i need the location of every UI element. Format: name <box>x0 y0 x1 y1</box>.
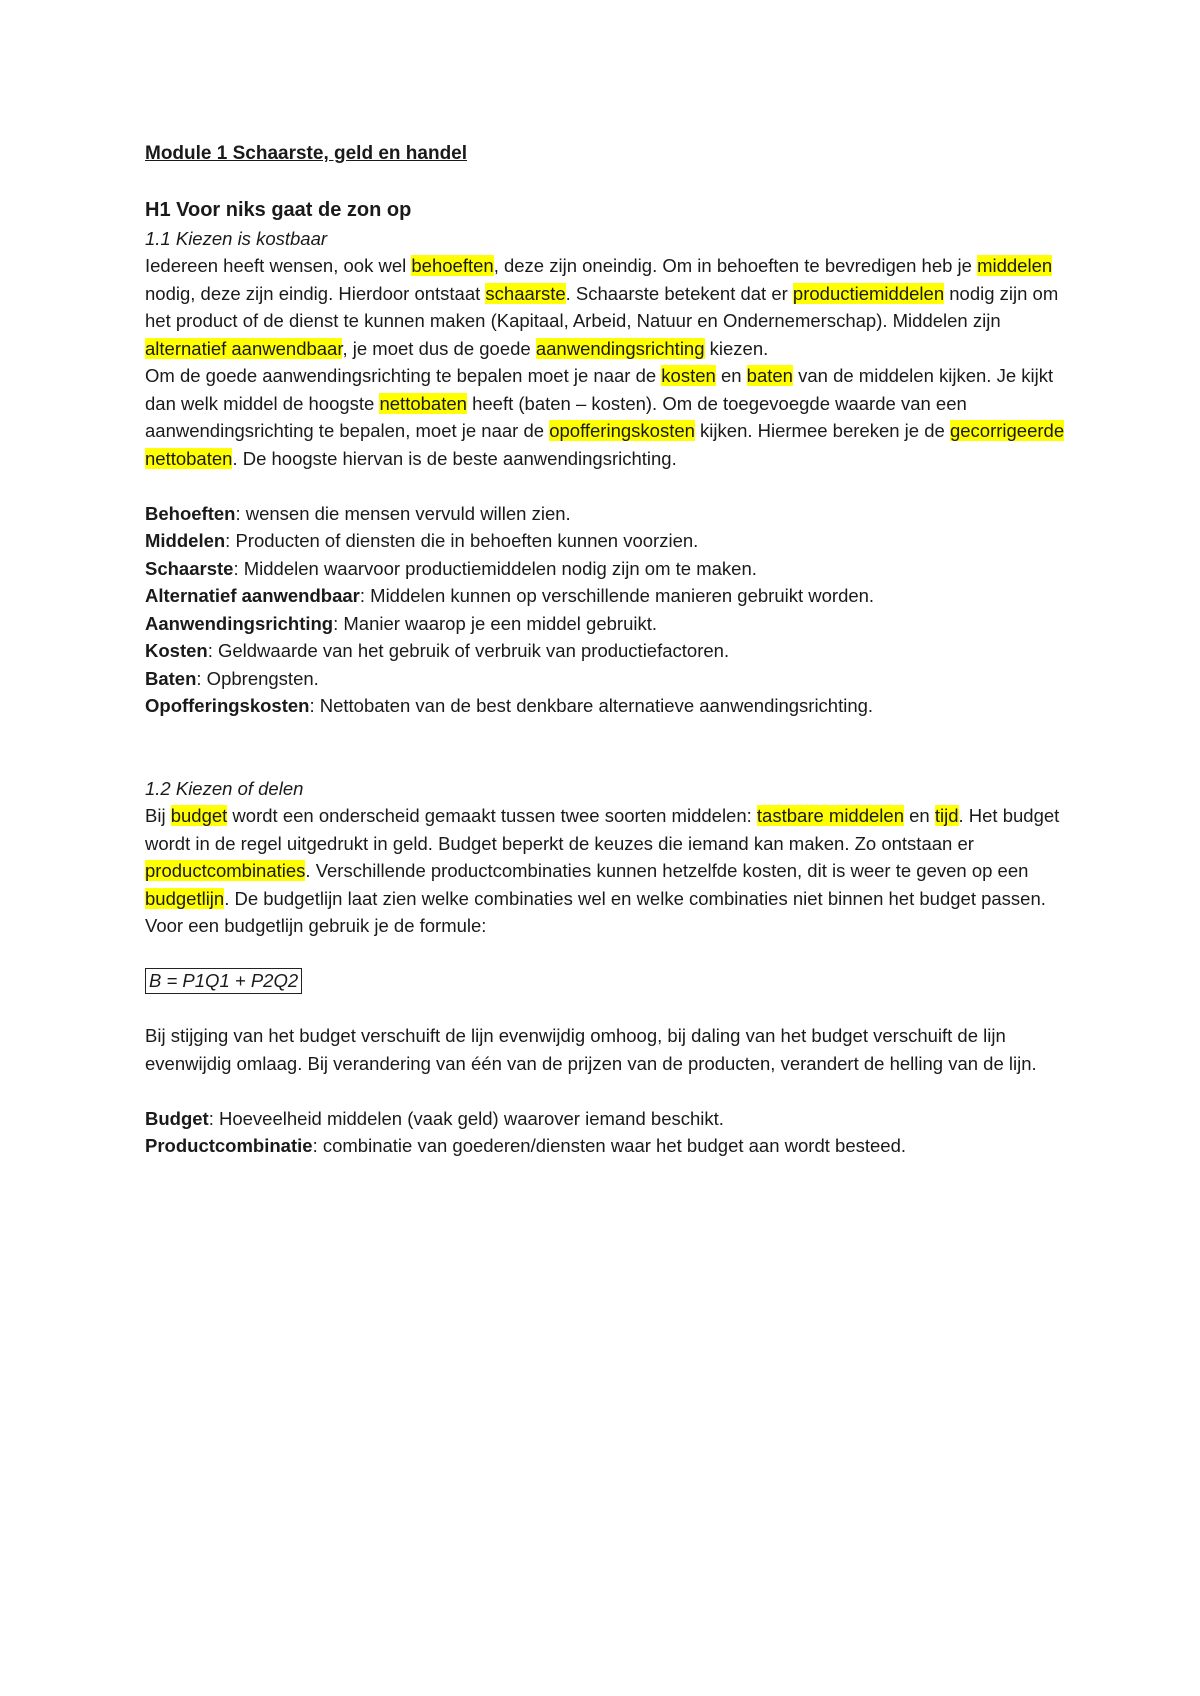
text-run: nodig zijn om het product of de dienst te kunnen maken (Kapitaal, Arbeid, Natuur en Ondernemerschap). Middelen zijn <box>145 282 1059 331</box>
paragraph-1-1-a <box>145 252 1075 362</box>
spacer <box>145 995 1075 1023</box>
definition-term: Budget <box>145 1107 209 1129</box>
highlighted-term: nettobaten <box>379 392 467 414</box>
definition-term: Schaarste <box>145 557 234 579</box>
spacer <box>145 472 1075 500</box>
definition-item <box>145 610 1075 638</box>
text-run: kijken. Hiermee bereken je de <box>694 420 950 441</box>
definition-item <box>145 582 1075 610</box>
highlighted-term: baten <box>746 365 793 386</box>
text-run: nodig, deze zijn eindig. Hierdoor ontstaat <box>145 282 486 304</box>
definition-item <box>145 555 1075 583</box>
paragraph-1-2-a <box>145 802 1075 940</box>
highlighted-term: alternatief aanwendbaar <box>145 337 343 359</box>
definition-term: Kosten <box>145 640 208 661</box>
paragraph-1-2-b: Bij stijging van het budget verschuift de lijn evenwijdig omhoog, bij daling van het budget verschuift de lijn evenwijdig omlaag. Bij verandering van één van de prijzen van de producten, verandert de helling van de lijn. <box>145 1025 1037 1074</box>
budget-formula: B = P1Q1 + P2Q2 <box>145 968 302 994</box>
definition-text: : Geldwaarde van het gebruik of verbruik van productiefactoren. <box>207 640 730 661</box>
definition-term: Aanwendingsrichting <box>145 612 334 634</box>
definition-item <box>145 692 1075 720</box>
definition-item <box>145 1105 1075 1133</box>
paragraph-1-1-b <box>145 362 1075 472</box>
section-title-1-2: 1.2 Kiezen of delen <box>145 777 304 799</box>
definition-term: Opofferingskosten <box>145 695 310 716</box>
highlighted-term: behoeften <box>411 255 494 276</box>
definition-term: Baten <box>145 667 197 689</box>
chapter-title: H1 Voor niks gaat de zon op <box>145 198 412 221</box>
text-run: . De hoogste hiervan is de beste aanwendingsrichting. <box>232 447 677 469</box>
highlighted-term: budgetlijn <box>145 887 225 909</box>
text-run: . Het budget wordt in de regel uitgedrukt in geld. Budget beperkt de keuzes die iemand kan maken. Zo ontstaan er <box>145 805 1060 854</box>
highlighted-term: productcombinaties <box>145 860 306 881</box>
definition-term: Behoeften <box>145 502 236 524</box>
module-title: Module 1 Schaarste, geld en handel <box>145 143 468 164</box>
text-run: Iedereen heeft wensen, ook wel <box>145 255 412 276</box>
text-run: . De budgetlijn laat zien welke combinaties wel en welke combinaties niet binnen het budget passen. Voor een budgetlijn gebruik je de formule: <box>145 887 1046 936</box>
definition-text: : Manier waarop je een middel gebruikt. <box>333 612 658 634</box>
definition-text: : Producten of diensten die in behoeften kunnen voorzien. <box>225 530 699 551</box>
definition-text: : combinatie van goederen/diensten waar het budget aan wordt besteed. <box>312 1135 906 1156</box>
definition-item <box>145 1132 1075 1160</box>
spacer <box>145 1077 1075 1105</box>
highlighted-term: budget <box>170 805 228 826</box>
highlighted-term: gecorrigeerde nettobaten <box>145 420 1065 469</box>
text-run: van de middelen kijken. Je kijkt dan welk middel de hoogste <box>145 365 1054 414</box>
definition-text: : wensen die mensen vervuld willen zien. <box>235 502 571 524</box>
highlighted-term: schaarste <box>485 282 566 304</box>
highlighted-term: opofferingskosten <box>549 420 695 441</box>
definition-term: Middelen <box>145 530 226 551</box>
text-run: kiezen. <box>704 337 769 359</box>
highlighted-term: tastbare middelen <box>756 805 904 826</box>
spacer <box>145 940 1075 968</box>
definition-item <box>145 665 1075 693</box>
text-run: wordt een onderscheid gemaakt tussen twee soorten middelen: <box>227 805 757 826</box>
highlighted-term: aanwendingsrichting <box>535 337 705 359</box>
text-run: en <box>903 805 935 826</box>
definition-term: Productcombinatie <box>145 1135 313 1156</box>
highlighted-term: middelen <box>977 255 1053 276</box>
definition-text: : Nettobaten van de best denkbare alternatieve aanwendingsrichting. <box>309 695 874 716</box>
definition-list-1-1 <box>145 500 1075 720</box>
text-run: en <box>715 365 747 386</box>
text-run: heeft (baten – kosten). Om de toegevoegde waarde van een aanwendingsrichting te bepalen, moet je naar de <box>145 392 967 441</box>
formula-line <box>145 967 1075 995</box>
text-run: Bij <box>145 805 171 826</box>
definition-text: : Hoeveelheid middelen (vaak geld) waarover iemand beschikt. <box>208 1107 724 1129</box>
definition-text: : Middelen kunnen op verschillende manieren gebruikt worden. <box>359 585 875 606</box>
text-run: , deze zijn oneindig. Om in behoeften te bevredigen heb je <box>493 255 978 276</box>
section-title-1-1: 1.1 Kiezen is kostbaar <box>145 227 328 249</box>
definition-text: : Middelen waarvoor productiemiddelen nodig zijn om te maken. <box>233 557 757 579</box>
document-page <box>145 140 1075 1160</box>
definition-list-1-2 <box>145 1105 1075 1160</box>
text-run: . Schaarste betekent dat er <box>565 282 793 304</box>
spacer <box>145 720 1075 775</box>
definition-text: : Opbrengsten. <box>196 667 319 689</box>
definition-term: Alternatief aanwendbaar <box>145 585 360 606</box>
text-run: . Verschillende productcombinaties kunnen hetzelfde kosten, dit is weer te geven op een <box>305 860 1029 881</box>
text-run: , je moet dus de goede <box>342 337 536 359</box>
definition-item <box>145 527 1075 555</box>
definition-item <box>145 637 1075 665</box>
text-run: Om de goede aanwendingsrichting te bepalen moet je naar de <box>145 365 662 386</box>
highlighted-term: tijd <box>934 805 959 826</box>
highlighted-term: kosten <box>661 365 716 386</box>
highlighted-term: productiemiddelen <box>792 282 945 304</box>
definition-item <box>145 500 1075 528</box>
